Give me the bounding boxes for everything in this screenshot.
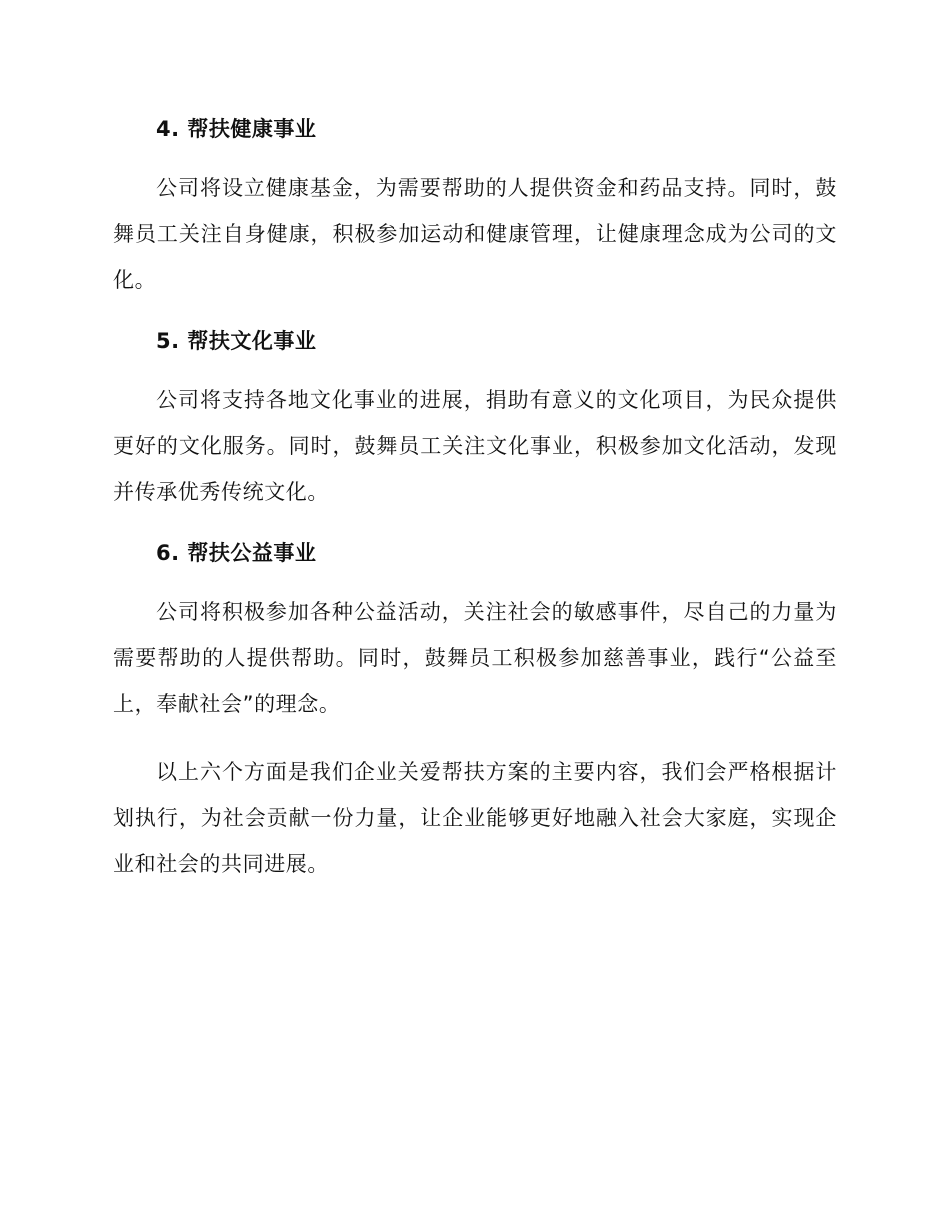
section-heading: 5. 帮扶文化事业 [156,329,317,353]
section-public-welfare [113,537,837,727]
document-page [113,113,837,909]
section-heading: 4. 帮扶健康事业 [156,117,317,141]
section-paragraph: 公司将积极参加各种公益活动，关注社会的敏感事件，尽自己的力量为需要帮助的人提供帮助。同时，鼓舞员工积极参加慈善事业，践行“公益至上，奉献社会”的理念。 [113,600,837,716]
section-health [113,113,837,303]
conclusion-paragraph: 以上六个方面是我们企业关爱帮扶方案的主要内容，我们会严格根据计划执行，为社会贡献一份力量，让企业能够更好地融入社会大家庭，实现企业和社会的共同进展。 [113,760,837,876]
section-paragraph: 公司将设立健康基金，为需要帮助的人提供资金和药品支持。同时，鼓舞员工关注自身健康，积极参加运动和健康管理，让健康理念成为公司的文化。 [113,176,837,292]
section-culture [113,325,837,515]
section-heading: 6. 帮扶公益事业 [156,541,317,565]
section-paragraph: 公司将支持各地文化事业的进展，捐助有意义的文化项目，为民众提供更好的文化服务。同时，鼓舞员工关注文化事业，积极参加文化活动，发现并传承优秀传统文化。 [113,388,837,504]
